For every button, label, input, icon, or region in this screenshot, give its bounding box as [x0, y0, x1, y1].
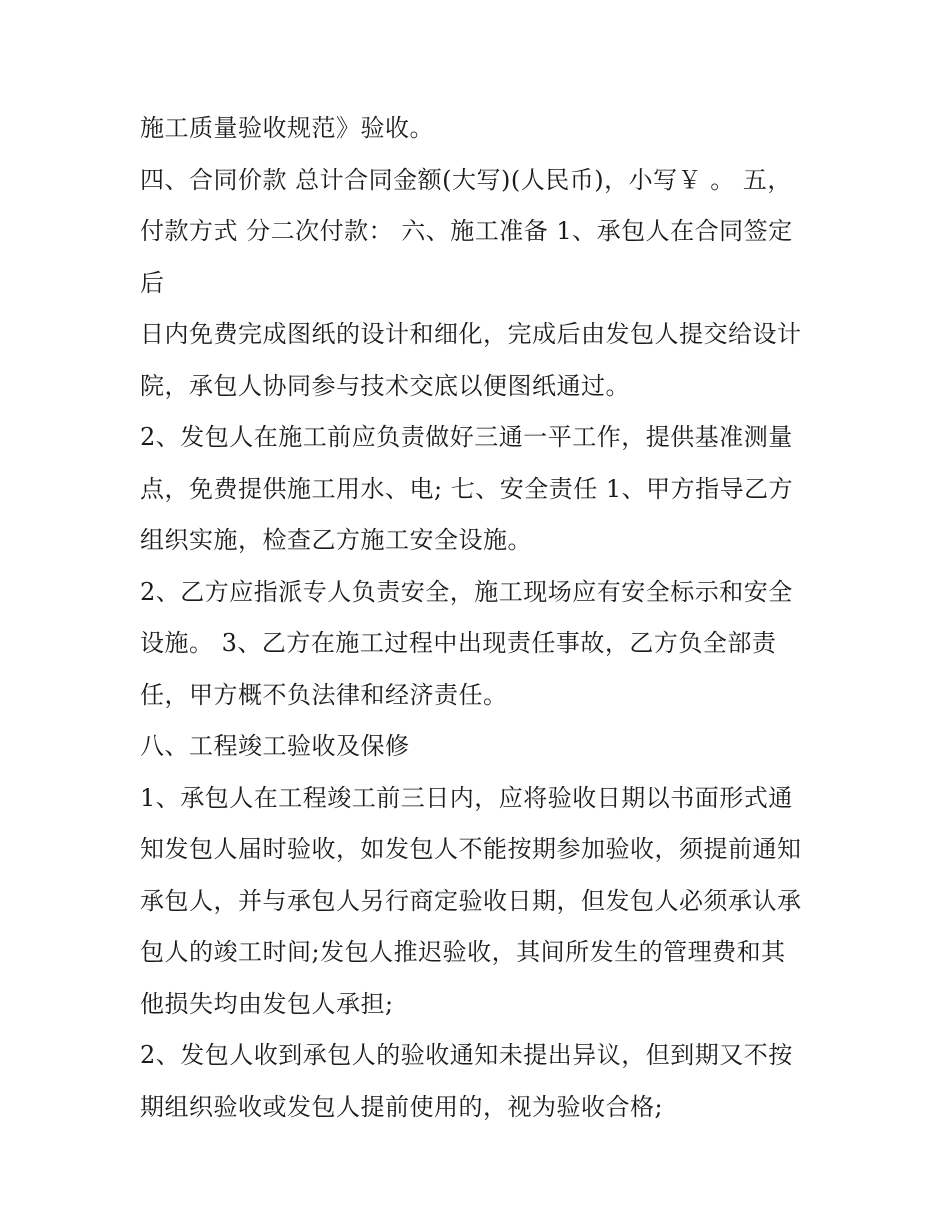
text-line: 1、承包人在工程竣工前三日内，应将验收日期以书面形式通: [140, 783, 793, 812]
text-line: 付款方式 分二次付款： 六、施工准备 1、承包人在合同签定: [140, 217, 793, 245]
section-heading: 八、工程竣工验收及保修: [140, 732, 410, 760]
text-line: 四、合同价款 总计合同金额(大写)(人民币)，小写￥ 。 五，: [140, 165, 792, 194]
text-line: 日内免费完成图纸的设计和细化，完成后由发包人提交给设计: [140, 320, 802, 348]
text-line: 包人的竣工时间;发包人推迟验收，其间所发生的管理费和其: [140, 938, 786, 966]
text-line: 设施。 3、乙方在施工过程中出现责任事故，乙方负全部责: [140, 629, 777, 657]
text-line: 点，免费提供施工用水、电; 七、安全责任 1、甲方指导乙方: [140, 474, 794, 503]
text-line: 施工质量验收规范》验收。: [140, 114, 434, 142]
text-line: 任，甲方概不负法律和经济责任。: [140, 680, 508, 709]
text-line: 组织实施，检查乙方施工安全设施。: [140, 526, 532, 554]
contract-body-text: [140, 103, 830, 1133]
text-line: 期组织验收或发包人提前使用的，视为验收合格;: [140, 1092, 664, 1121]
text-line: 他损失均由发包人承担;: [140, 989, 394, 1018]
text-line: 后: [140, 268, 165, 297]
text-line: 知发包人届时验收，如发包人不能按期参加验收，须提前通知: [140, 835, 802, 863]
text-line: 院，承包人协同参与技术交底以便图纸通过。: [140, 371, 630, 400]
text-line: 2、发包人在施工前应负责做好三通一平工作，提供基准测量: [140, 423, 793, 451]
text-line: 2、发包人收到承包人的验收通知未提出异议，但到期又不按: [140, 1041, 793, 1069]
text-line: 2、乙方应指派专人负责安全，施工现场应有安全标示和安全: [140, 577, 793, 606]
text-line: 承包人，并与承包人另行商定验收日期，但发包人必须承认承: [140, 886, 802, 915]
